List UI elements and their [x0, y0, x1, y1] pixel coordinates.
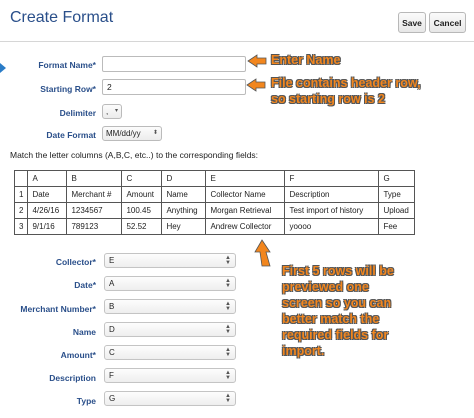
date-format-value: MM/dd/yy — [106, 129, 141, 138]
merchant-number-value: B — [109, 302, 115, 311]
table-cell: 3 — [15, 219, 28, 235]
delimiter-value: , — [106, 107, 109, 116]
mapping-instruction: Match the letter columns (A,B,C, etc..) to the corresponding fields: — [10, 150, 259, 160]
table-cell: Description — [285, 187, 379, 203]
chevron-down-icon: ⬍ — [152, 130, 158, 136]
annotation-enter-name: Enter Name — [271, 53, 341, 67]
table-cell: 9/1/16 — [28, 219, 67, 235]
delimiter-label: Delimiter — [59, 108, 96, 118]
table-cell: Name — [162, 187, 206, 203]
table-cell: Fee — [379, 219, 415, 235]
table-cell: Amount — [122, 187, 162, 203]
annotation-preview-line: import. — [282, 344, 325, 358]
table-cell: Merchant # — [67, 187, 122, 203]
table-cell: 52.52 — [122, 219, 162, 235]
merchant-number-label: Merchant Number* — [20, 304, 96, 314]
table-cell: yoooo — [285, 219, 379, 235]
description-value: F — [109, 371, 114, 380]
table-cell: 100.45 — [122, 203, 162, 219]
amount-label: Amount* — [60, 350, 96, 360]
table-cell: 1234567 — [67, 203, 122, 219]
table-cell: 4/26/16 — [28, 203, 67, 219]
table-cell: Anything — [162, 203, 206, 219]
annotation-header-row-1: File contains header row, — [271, 76, 421, 90]
table-cell: Hey — [162, 219, 206, 235]
starting-row-input[interactable]: 2 — [102, 79, 246, 95]
table-cell: Type — [379, 187, 415, 203]
amount-value: C — [109, 348, 115, 357]
collector-label: Collector* — [55, 257, 96, 267]
table-header-cell: D — [162, 171, 206, 187]
select-arrows-icon: ▲ ▼ — [225, 254, 231, 266]
table-cell: Upload — [379, 203, 415, 219]
description-label: Description — [49, 373, 96, 383]
select-arrows-icon: ▲ ▼ — [225, 369, 231, 381]
date-mapping-label: Date* — [74, 280, 96, 290]
starting-row-label: Starting Row* — [40, 84, 96, 94]
select-arrows-icon: ▲ ▼ — [225, 323, 231, 335]
name-mapping-label: Name — [72, 327, 96, 337]
table-cell: Date — [28, 187, 67, 203]
format-name-label: Format Name* — [38, 60, 96, 70]
date-mapping-value: A — [109, 279, 115, 288]
name-mapping-value: D — [109, 325, 115, 334]
type-label: Type — [76, 396, 96, 406]
save-button[interactable]: Save — [398, 12, 426, 33]
collector-value: E — [109, 256, 115, 265]
select-arrows-icon: ▲ ▼ — [225, 300, 231, 312]
table-cell: Test import of history — [285, 203, 379, 219]
select-arrows-icon: ▲ ▼ — [225, 346, 231, 358]
arrow-icon — [247, 79, 265, 91]
table-header-cell: B — [67, 171, 122, 187]
annotation-preview-line: previewed one — [282, 280, 369, 294]
table-cell: Andrew Collector — [206, 219, 285, 235]
table-header-cell: E — [206, 171, 285, 187]
annotation-preview-line: screen so you can — [282, 296, 392, 310]
annotation-header-row-2: so starting row is 2 — [271, 92, 385, 106]
annotation-preview-line: better match the — [282, 312, 380, 326]
date-format-label: Date Format — [46, 130, 96, 140]
table-header-cell: G — [379, 171, 415, 187]
table-header-cell: F — [285, 171, 379, 187]
table-cell: 2 — [15, 203, 28, 219]
table-header-cell: C — [122, 171, 162, 187]
arrow-icon — [248, 55, 266, 67]
type-value: G — [109, 394, 116, 403]
table-cell: 789123 — [67, 219, 122, 235]
arrow-icon — [255, 240, 270, 266]
select-arrows-icon: ▲ ▼ — [225, 277, 231, 289]
table-cell: Morgan Retrieval — [206, 203, 285, 219]
annotation-preview-line: First 5 rows will be — [282, 264, 394, 278]
cancel-button[interactable]: Cancel — [429, 12, 466, 33]
table-cell: 1 — [15, 187, 28, 203]
select-arrows-icon: ▲ ▼ — [225, 392, 231, 404]
table-cell: Collector Name — [206, 187, 285, 203]
page-title: Create Format — [10, 9, 114, 26]
chevron-down-icon: ▾ — [114, 108, 118, 114]
annotation-preview-line: required fields for — [282, 328, 389, 342]
table-header-cell: A — [28, 171, 67, 187]
